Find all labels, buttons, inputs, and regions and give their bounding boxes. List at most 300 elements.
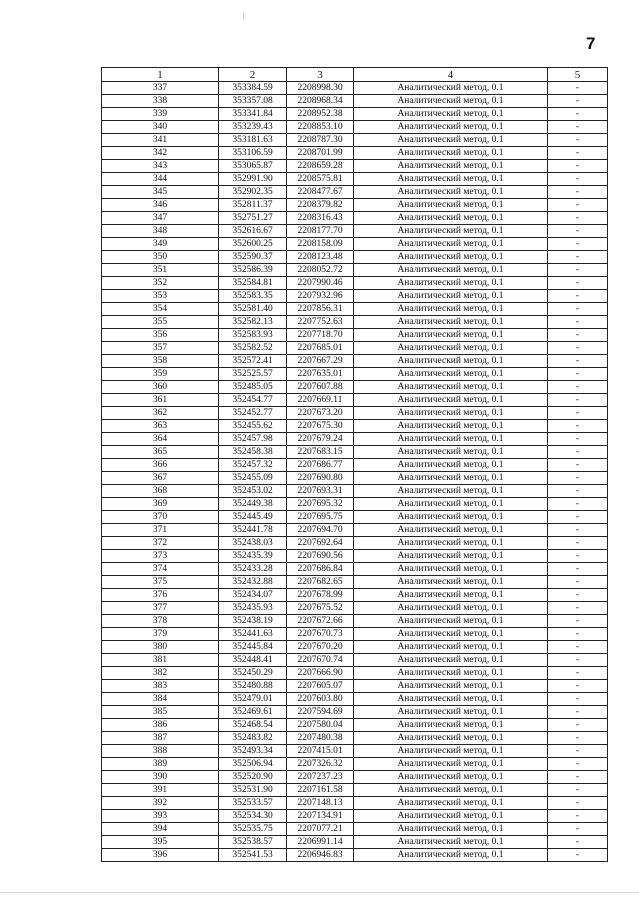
y-coordinate-cell: 2207607.88 — [287, 381, 354, 394]
point-number-cell: 337 — [102, 82, 219, 95]
table-row — [102, 719, 608, 732]
y-coordinate-cell: 2206991.14 — [287, 836, 354, 849]
note-cell: - — [548, 212, 608, 225]
method-cell: Аналитический метод, 0.1 — [354, 147, 548, 160]
table-row — [102, 680, 608, 693]
table-row — [102, 537, 608, 550]
method-cell: Аналитический метод, 0.1 — [354, 290, 548, 303]
method-cell: Аналитический метод, 0.1 — [354, 771, 548, 784]
method-cell: Аналитический метод, 0.1 — [354, 433, 548, 446]
y-coordinate-cell: 2207686.77 — [287, 459, 354, 472]
note-cell: - — [548, 199, 608, 212]
y-coordinate-cell: 2207148.13 — [287, 797, 354, 810]
x-coordinate-cell: 352452.77 — [219, 407, 287, 420]
x-coordinate-cell: 352438.19 — [219, 615, 287, 628]
table-row — [102, 758, 608, 771]
table-row — [102, 303, 608, 316]
method-cell: Аналитический метод, 0.1 — [354, 745, 548, 758]
x-coordinate-cell: 352435.93 — [219, 602, 287, 615]
y-coordinate-cell: 2208158.09 — [287, 238, 354, 251]
y-coordinate-cell: 2207594.69 — [287, 706, 354, 719]
point-number-cell: 365 — [102, 446, 219, 459]
point-number-cell: 349 — [102, 238, 219, 251]
point-number-cell: 387 — [102, 732, 219, 745]
point-number-cell: 367 — [102, 472, 219, 485]
table-row — [102, 472, 608, 485]
point-number-cell: 393 — [102, 810, 219, 823]
method-cell: Аналитический метод, 0.1 — [354, 108, 548, 121]
x-coordinate-cell: 352449.38 — [219, 498, 287, 511]
table-body — [102, 82, 608, 862]
point-number-cell: 366 — [102, 459, 219, 472]
note-cell: - — [548, 810, 608, 823]
note-cell: - — [548, 576, 608, 589]
header-cell-4: 4 — [354, 68, 548, 82]
point-number-cell: 378 — [102, 615, 219, 628]
table-row — [102, 290, 608, 303]
table-row — [102, 212, 608, 225]
point-number-cell: 383 — [102, 680, 219, 693]
note-cell: - — [548, 82, 608, 95]
x-coordinate-cell: 352458.38 — [219, 446, 287, 459]
table-row — [102, 732, 608, 745]
table-row — [102, 199, 608, 212]
note-cell: - — [548, 797, 608, 810]
note-cell: - — [548, 589, 608, 602]
x-coordinate-cell: 352538.57 — [219, 836, 287, 849]
note-cell: - — [548, 628, 608, 641]
y-coordinate-cell: 2207580.04 — [287, 719, 354, 732]
y-coordinate-cell: 2207670.20 — [287, 641, 354, 654]
y-coordinate-cell: 2207695.32 — [287, 498, 354, 511]
table-row — [102, 771, 608, 784]
point-number-cell: 358 — [102, 355, 219, 368]
x-coordinate-cell: 353065.87 — [219, 160, 287, 173]
method-cell: Аналитический метод, 0.1 — [354, 810, 548, 823]
x-coordinate-cell: 352479.01 — [219, 693, 287, 706]
y-coordinate-cell: 2207682.65 — [287, 576, 354, 589]
note-cell: - — [548, 524, 608, 537]
method-cell: Аналитический метод, 0.1 — [354, 550, 548, 563]
y-coordinate-cell: 2207605.07 — [287, 680, 354, 693]
x-coordinate-cell: 352434.07 — [219, 589, 287, 602]
note-cell: - — [548, 147, 608, 160]
y-coordinate-cell: 2207692.64 — [287, 537, 354, 550]
x-coordinate-cell: 352432.88 — [219, 576, 287, 589]
note-cell: - — [548, 368, 608, 381]
x-coordinate-cell: 352457.98 — [219, 433, 287, 446]
table-row — [102, 823, 608, 836]
note-cell: - — [548, 836, 608, 849]
y-coordinate-cell: 2207670.74 — [287, 654, 354, 667]
note-cell: - — [548, 615, 608, 628]
method-cell: Аналитический метод, 0.1 — [354, 277, 548, 290]
point-number-cell: 373 — [102, 550, 219, 563]
note-cell: - — [548, 238, 608, 251]
method-cell: Аналитический метод, 0.1 — [354, 719, 548, 732]
y-coordinate-cell: 2207683.15 — [287, 446, 354, 459]
table-row — [102, 784, 608, 797]
note-cell: - — [548, 303, 608, 316]
x-coordinate-cell: 352455.62 — [219, 420, 287, 433]
method-cell: Аналитический метод, 0.1 — [354, 303, 548, 316]
x-coordinate-cell: 352457.32 — [219, 459, 287, 472]
note-cell: - — [548, 121, 608, 134]
point-number-cell: 390 — [102, 771, 219, 784]
y-coordinate-cell: 2207695.75 — [287, 511, 354, 524]
table-row — [102, 836, 608, 849]
method-cell: Аналитический метод, 0.1 — [354, 667, 548, 680]
table-row — [102, 550, 608, 563]
note-cell: - — [548, 654, 608, 667]
point-number-cell: 368 — [102, 485, 219, 498]
y-coordinate-cell: 2207480.38 — [287, 732, 354, 745]
point-number-cell: 371 — [102, 524, 219, 537]
y-coordinate-cell: 2208123.48 — [287, 251, 354, 264]
method-cell: Аналитический метод, 0.1 — [354, 134, 548, 147]
note-cell: - — [548, 563, 608, 576]
table-row — [102, 602, 608, 615]
table-row — [102, 641, 608, 654]
header-cell-3: 3 — [287, 68, 354, 82]
header-cell-5: 5 — [548, 68, 608, 82]
y-coordinate-cell: 2208316.43 — [287, 212, 354, 225]
note-cell: - — [548, 459, 608, 472]
method-cell: Аналитический метод, 0.1 — [354, 446, 548, 459]
x-coordinate-cell: 352811.37 — [219, 199, 287, 212]
y-coordinate-cell: 2207718.70 — [287, 329, 354, 342]
note-cell: - — [548, 706, 608, 719]
method-cell: Аналитический метод, 0.1 — [354, 355, 548, 368]
method-cell: Аналитический метод, 0.1 — [354, 95, 548, 108]
method-cell: Аналитический метод, 0.1 — [354, 459, 548, 472]
x-coordinate-cell: 352991.90 — [219, 173, 287, 186]
method-cell: Аналитический метод, 0.1 — [354, 407, 548, 420]
point-number-cell: 342 — [102, 147, 219, 160]
table-row — [102, 355, 608, 368]
method-cell: Аналитический метод, 0.1 — [354, 602, 548, 615]
point-number-cell: 361 — [102, 394, 219, 407]
table-row — [102, 108, 608, 121]
y-coordinate-cell: 2208701.99 — [287, 147, 354, 160]
x-coordinate-cell: 353357.08 — [219, 95, 287, 108]
note-cell: - — [548, 160, 608, 173]
method-cell: Аналитический метод, 0.1 — [354, 186, 548, 199]
table-row — [102, 225, 608, 238]
table-row — [102, 82, 608, 95]
y-coordinate-cell: 2207237.23 — [287, 771, 354, 784]
method-cell: Аналитический метод, 0.1 — [354, 173, 548, 186]
point-number-cell: 372 — [102, 537, 219, 550]
x-coordinate-cell: 352582.13 — [219, 316, 287, 329]
x-coordinate-cell: 352454.77 — [219, 394, 287, 407]
table-row — [102, 173, 608, 186]
point-number-cell: 353 — [102, 290, 219, 303]
note-cell: - — [548, 771, 608, 784]
y-coordinate-cell: 2207685.01 — [287, 342, 354, 355]
method-cell: Аналитический метод, 0.1 — [354, 121, 548, 134]
y-coordinate-cell: 2207990.46 — [287, 277, 354, 290]
y-coordinate-cell: 2207675.52 — [287, 602, 354, 615]
note-cell: - — [548, 134, 608, 147]
method-cell: Аналитический метод, 0.1 — [354, 82, 548, 95]
table-row — [102, 251, 608, 264]
x-coordinate-cell: 352525.57 — [219, 368, 287, 381]
note-cell: - — [548, 537, 608, 550]
table-row — [102, 160, 608, 173]
point-number-cell: 374 — [102, 563, 219, 576]
table-row — [102, 498, 608, 511]
table-row — [102, 446, 608, 459]
note-cell: - — [548, 186, 608, 199]
point-number-cell: 381 — [102, 654, 219, 667]
note-cell: - — [548, 381, 608, 394]
y-coordinate-cell: 2207752.63 — [287, 316, 354, 329]
y-coordinate-cell: 2207672.66 — [287, 615, 354, 628]
table-row — [102, 134, 608, 147]
x-coordinate-cell: 352493.34 — [219, 745, 287, 758]
point-number-cell: 344 — [102, 173, 219, 186]
note-cell: - — [548, 394, 608, 407]
y-coordinate-cell: 2208968.34 — [287, 95, 354, 108]
point-number-cell: 350 — [102, 251, 219, 264]
table-row — [102, 654, 608, 667]
method-cell: Аналитический метод, 0.1 — [354, 238, 548, 251]
table-row — [102, 797, 608, 810]
point-number-cell: 392 — [102, 797, 219, 810]
method-cell: Аналитический метод, 0.1 — [354, 537, 548, 550]
table-row — [102, 589, 608, 602]
y-coordinate-cell: 2208998.30 — [287, 82, 354, 95]
note-cell: - — [548, 277, 608, 290]
note-cell: - — [548, 173, 608, 186]
point-number-cell: 348 — [102, 225, 219, 238]
y-coordinate-cell: 2207134.91 — [287, 810, 354, 823]
x-coordinate-cell: 352533.57 — [219, 797, 287, 810]
note-cell: - — [548, 446, 608, 459]
y-coordinate-cell: 2207603.80 — [287, 693, 354, 706]
x-coordinate-cell: 352506.94 — [219, 758, 287, 771]
point-number-cell: 356 — [102, 329, 219, 342]
x-coordinate-cell: 352581.40 — [219, 303, 287, 316]
point-number-cell: 346 — [102, 199, 219, 212]
y-coordinate-cell: 2207932.96 — [287, 290, 354, 303]
method-cell: Аналитический метод, 0.1 — [354, 563, 548, 576]
table-row — [102, 524, 608, 537]
y-coordinate-cell: 2207669.11 — [287, 394, 354, 407]
note-cell: - — [548, 433, 608, 446]
x-coordinate-cell: 353106.59 — [219, 147, 287, 160]
method-cell: Аналитический метод, 0.1 — [354, 797, 548, 810]
point-number-cell: 359 — [102, 368, 219, 381]
method-cell: Аналитический метод, 0.1 — [354, 381, 548, 394]
y-coordinate-cell: 2207675.30 — [287, 420, 354, 433]
table-row — [102, 264, 608, 277]
x-coordinate-cell: 352572.41 — [219, 355, 287, 368]
y-coordinate-cell: 2207635.01 — [287, 368, 354, 381]
x-coordinate-cell: 352600.25 — [219, 238, 287, 251]
method-cell: Аналитический метод, 0.1 — [354, 615, 548, 628]
table-row — [102, 849, 608, 862]
x-coordinate-cell: 352453.02 — [219, 485, 287, 498]
method-cell: Аналитический метод, 0.1 — [354, 680, 548, 693]
note-cell: - — [548, 641, 608, 654]
x-coordinate-cell: 352520.90 — [219, 771, 287, 784]
y-coordinate-cell: 2207077.21 — [287, 823, 354, 836]
point-number-cell: 370 — [102, 511, 219, 524]
table-row — [102, 511, 608, 524]
y-coordinate-cell: 2208787.30 — [287, 134, 354, 147]
method-cell: Аналитический метод, 0.1 — [354, 368, 548, 381]
table-row — [102, 810, 608, 823]
x-coordinate-cell: 352535.75 — [219, 823, 287, 836]
x-coordinate-cell: 352483.82 — [219, 732, 287, 745]
table-header-row — [102, 68, 608, 82]
point-number-cell: 375 — [102, 576, 219, 589]
y-coordinate-cell: 2207856.31 — [287, 303, 354, 316]
x-coordinate-cell: 353341.84 — [219, 108, 287, 121]
note-cell: - — [548, 485, 608, 498]
x-coordinate-cell: 352582.52 — [219, 342, 287, 355]
note-cell: - — [548, 407, 608, 420]
header-cell-1: 1 — [102, 68, 219, 82]
point-number-cell: 386 — [102, 719, 219, 732]
note-cell: - — [548, 849, 608, 862]
point-number-cell: 384 — [102, 693, 219, 706]
point-number-cell: 341 — [102, 134, 219, 147]
table-row — [102, 95, 608, 108]
method-cell: Аналитический метод, 0.1 — [354, 316, 548, 329]
x-coordinate-cell: 352445.49 — [219, 511, 287, 524]
y-coordinate-cell: 2207690.56 — [287, 550, 354, 563]
table-row — [102, 485, 608, 498]
point-number-cell: 355 — [102, 316, 219, 329]
note-cell: - — [548, 745, 608, 758]
note-cell: - — [548, 329, 608, 342]
x-coordinate-cell: 352583.93 — [219, 329, 287, 342]
note-cell: - — [548, 95, 608, 108]
method-cell: Аналитический метод, 0.1 — [354, 849, 548, 862]
table-row — [102, 576, 608, 589]
x-coordinate-cell: 352902.35 — [219, 186, 287, 199]
x-coordinate-cell: 352455.09 — [219, 472, 287, 485]
x-coordinate-cell: 352590.37 — [219, 251, 287, 264]
method-cell: Аналитический метод, 0.1 — [354, 264, 548, 277]
point-number-cell: 338 — [102, 95, 219, 108]
point-number-cell: 395 — [102, 836, 219, 849]
point-number-cell: 352 — [102, 277, 219, 290]
table-row — [102, 277, 608, 290]
table-row — [102, 628, 608, 641]
point-number-cell: 377 — [102, 602, 219, 615]
note-cell: - — [548, 316, 608, 329]
x-coordinate-cell: 352450.29 — [219, 667, 287, 680]
y-coordinate-cell: 2208952.38 — [287, 108, 354, 121]
x-coordinate-cell: 352445.84 — [219, 641, 287, 654]
note-cell: - — [548, 602, 608, 615]
note-cell: - — [548, 355, 608, 368]
page-edge-line — [0, 892, 639, 893]
x-coordinate-cell: 352441.78 — [219, 524, 287, 537]
header-cell-2: 2 — [219, 68, 287, 82]
table-row — [102, 238, 608, 251]
point-number-cell: 379 — [102, 628, 219, 641]
scan-mark — [243, 12, 244, 20]
point-number-cell: 385 — [102, 706, 219, 719]
table-row — [102, 459, 608, 472]
method-cell: Аналитический метод, 0.1 — [354, 641, 548, 654]
method-cell: Аналитический метод, 0.1 — [354, 251, 548, 264]
point-number-cell: 388 — [102, 745, 219, 758]
method-cell: Аналитический метод, 0.1 — [354, 576, 548, 589]
method-cell: Аналитический метод, 0.1 — [354, 589, 548, 602]
y-coordinate-cell: 2207326.32 — [287, 758, 354, 771]
table-row — [102, 433, 608, 446]
method-cell: Аналитический метод, 0.1 — [354, 394, 548, 407]
y-coordinate-cell: 2207686.84 — [287, 563, 354, 576]
x-coordinate-cell: 352531.90 — [219, 784, 287, 797]
note-cell: - — [548, 264, 608, 277]
y-coordinate-cell: 2208477.67 — [287, 186, 354, 199]
note-cell: - — [548, 342, 608, 355]
y-coordinate-cell: 2207690.80 — [287, 472, 354, 485]
method-cell: Аналитический метод, 0.1 — [354, 511, 548, 524]
point-number-cell: 339 — [102, 108, 219, 121]
point-number-cell: 382 — [102, 667, 219, 680]
note-cell: - — [548, 511, 608, 524]
coordinates-table — [101, 67, 608, 862]
point-number-cell: 360 — [102, 381, 219, 394]
table-row — [102, 563, 608, 576]
table-row — [102, 407, 608, 420]
x-coordinate-cell: 353239.43 — [219, 121, 287, 134]
method-cell: Аналитический метод, 0.1 — [354, 472, 548, 485]
method-cell: Аналитический метод, 0.1 — [354, 524, 548, 537]
y-coordinate-cell: 2207161.58 — [287, 784, 354, 797]
y-coordinate-cell: 2207694.70 — [287, 524, 354, 537]
note-cell: - — [548, 719, 608, 732]
page-number: 7 — [586, 34, 596, 53]
y-coordinate-cell: 2207678.99 — [287, 589, 354, 602]
note-cell: - — [548, 784, 608, 797]
method-cell: Аналитический метод, 0.1 — [354, 784, 548, 797]
y-coordinate-cell: 2207415.01 — [287, 745, 354, 758]
note-cell: - — [548, 251, 608, 264]
method-cell: Аналитический метод, 0.1 — [354, 823, 548, 836]
point-number-cell: 376 — [102, 589, 219, 602]
y-coordinate-cell: 2208177.70 — [287, 225, 354, 238]
table-row — [102, 706, 608, 719]
method-cell: Аналитический метод, 0.1 — [354, 160, 548, 173]
table-row — [102, 745, 608, 758]
x-coordinate-cell: 352541.53 — [219, 849, 287, 862]
note-cell: - — [548, 550, 608, 563]
x-coordinate-cell: 352586.39 — [219, 264, 287, 277]
note-cell: - — [548, 732, 608, 745]
note-cell: - — [548, 225, 608, 238]
point-number-cell: 369 — [102, 498, 219, 511]
y-coordinate-cell: 2207666.90 — [287, 667, 354, 680]
method-cell: Аналитический метод, 0.1 — [354, 329, 548, 342]
point-number-cell: 340 — [102, 121, 219, 134]
x-coordinate-cell: 352751.27 — [219, 212, 287, 225]
table-row — [102, 329, 608, 342]
table-row — [102, 186, 608, 199]
y-coordinate-cell: 2208659.28 — [287, 160, 354, 173]
table-row — [102, 420, 608, 433]
point-number-cell: 363 — [102, 420, 219, 433]
x-coordinate-cell: 353181.63 — [219, 134, 287, 147]
